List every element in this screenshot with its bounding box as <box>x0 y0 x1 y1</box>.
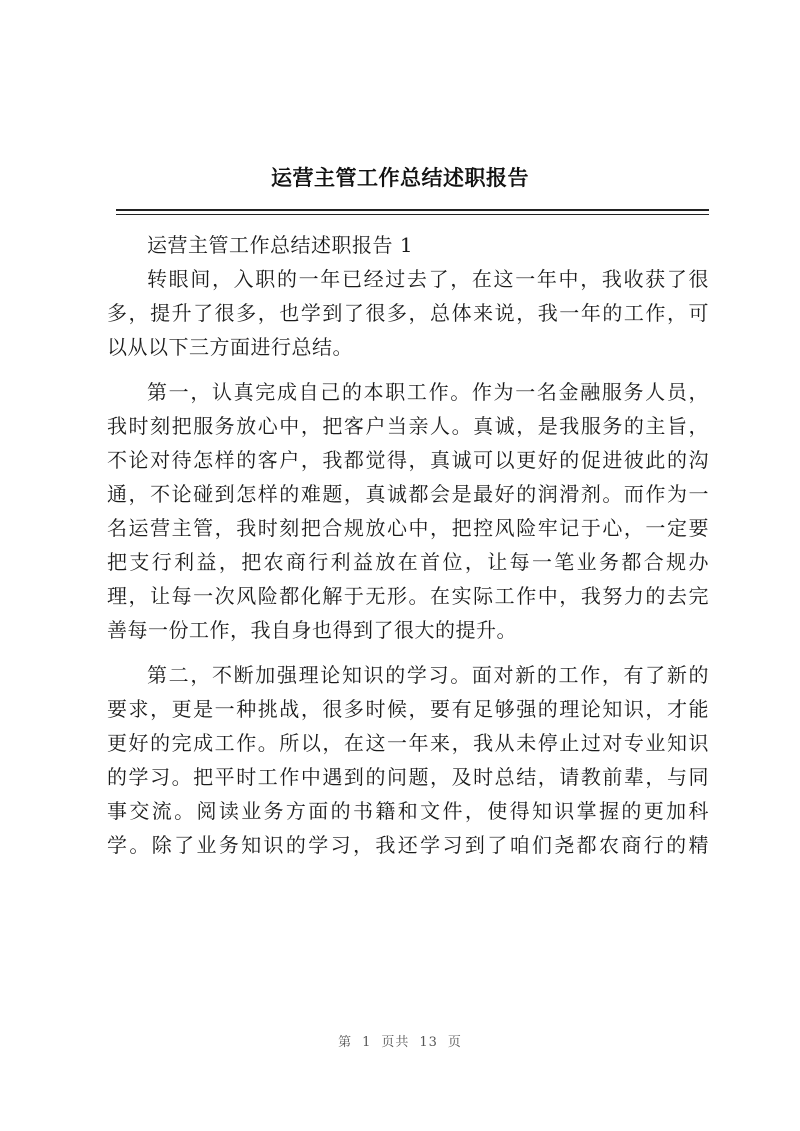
paragraph-1 <box>107 262 709 364</box>
footer-page-suffix: 页 <box>447 1035 462 1050</box>
paragraph-line: 我时刻把服务放心中，把客户当亲人。真诚，是我服务的主旨， <box>107 414 709 438</box>
paragraph-line: 善每一份工作，我自身也得到了很大的提升。 <box>107 618 517 642</box>
paragraph-line: 以从以下三方面进行总结。 <box>107 335 353 359</box>
paragraph-line: 多，提升了很多，也学到了很多，总体来说，我一年的工作，可 <box>107 301 709 325</box>
footer-page-number: 1 <box>362 1035 372 1050</box>
title-divider-thin <box>116 214 709 215</box>
paragraph-line: 通，不论碰到怎样的难题，真诚都会是最好的润滑剂。而作为一 <box>107 482 709 506</box>
paragraph-2 <box>107 375 709 647</box>
paragraph-line: 更好的完成工作。所以，在这一年来，我从未停止过对专业知识 <box>107 731 709 755</box>
paragraph-line: 把支行利益，把农商行利益放在首位，让每一笔业务都合规办 <box>107 550 709 574</box>
section-heading: 运营主管工作总结述职报告 1 <box>147 233 414 257</box>
paragraph-line: 理，让每一次风险都化解于无形。在实际工作中，我努力的去完 <box>107 584 709 608</box>
paragraph-line: 转眼间，入职的一年已经过去了，在这一年中，我收获了很 <box>147 267 709 291</box>
paragraph-line: 名运营主管，我时刻把合规放心中，把控风险牢记于心，一定要 <box>107 516 709 540</box>
title-divider-thick <box>116 209 709 211</box>
paragraph-line: 事交流。阅读业务方面的书籍和文件，使得知识掌握的更加科 <box>107 799 709 823</box>
paragraph-line: 不论对待怎样的客户，我都觉得，真诚可以更好的促进彼此的沟 <box>107 448 709 472</box>
paragraph-line: 第二，不断加强理论知识的学习。面对新的工作，有了新的 <box>147 663 709 687</box>
document-title: 运营主管工作总结述职报告 <box>271 166 529 190</box>
footer-page-label: 第 <box>338 1035 353 1050</box>
paragraph-line: 要求，更是一种挑战，很多时候，要有足够强的理论知识，才能 <box>107 697 709 721</box>
paragraph-line: 第一，认真完成自己的本职工作。作为一名金融服务人员， <box>147 380 709 404</box>
page-footer <box>0 1031 800 1050</box>
paragraph-line: 的学习。把平时工作中遇到的问题，及时总结，请教前辈，与同 <box>107 765 709 789</box>
paragraph-3 <box>107 658 709 862</box>
paragraph-line: 学。除了业务知识的学习，我还学习到了咱们尧都农商行的精 <box>107 833 709 857</box>
document-body <box>107 228 709 862</box>
footer-total-pages: 13 <box>419 1035 438 1050</box>
footer-of-label: 页共 <box>381 1035 410 1050</box>
